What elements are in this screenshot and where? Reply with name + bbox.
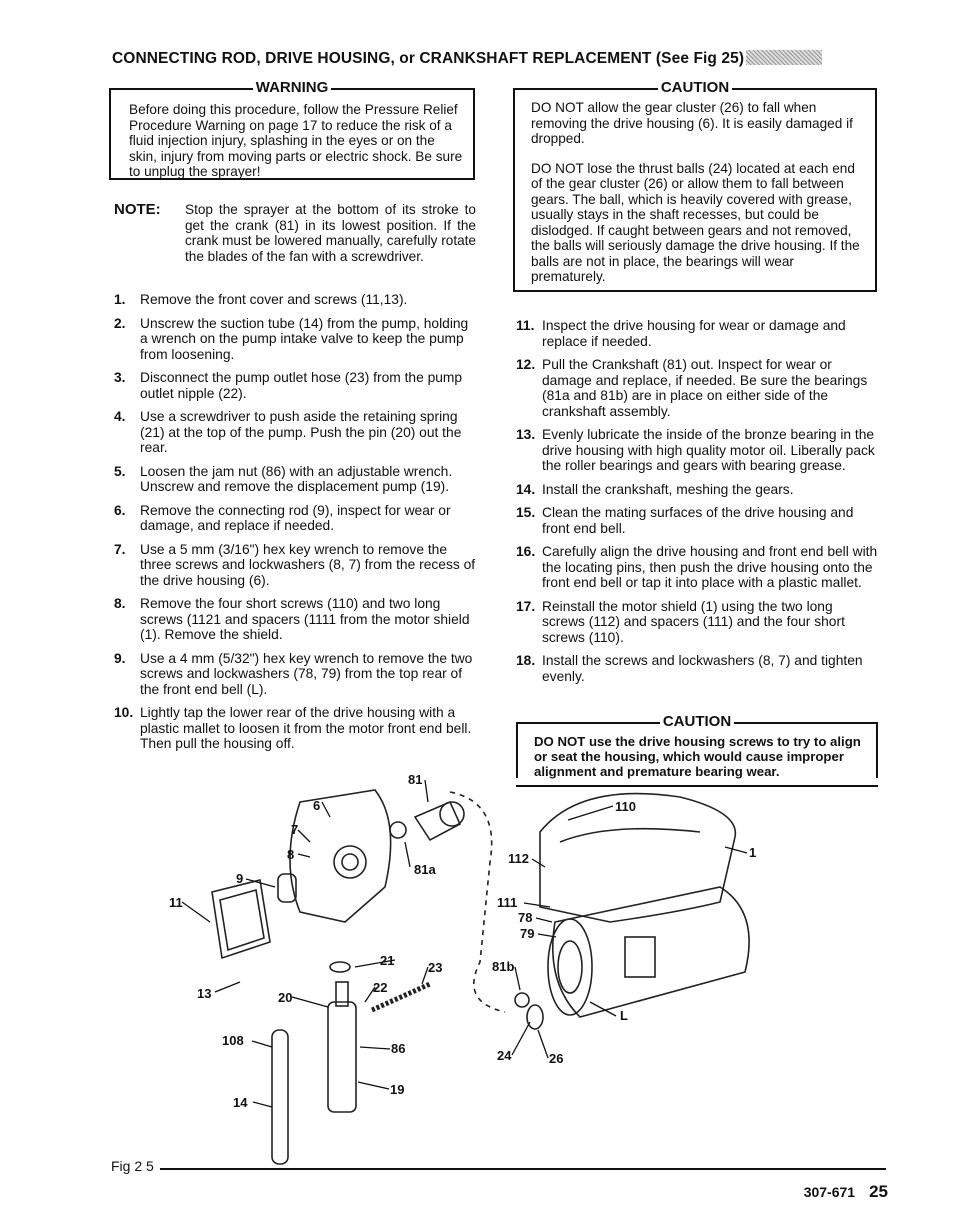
callout-112: 112 <box>508 851 529 866</box>
callout-6: 6 <box>313 798 321 813</box>
step-number: 14. <box>516 481 536 497</box>
steps-left-list <box>114 292 476 760</box>
step-text: Pull the Crankshaft (81) out. Inspect for wear or damage and replace, if needed. Be sure the bearings (81a and 81b) are in place on either side of the crankshaft assembly. <box>542 357 868 419</box>
step-text: Use a 4 mm (5/32") hex key wrench to remove the two screws and lockwashers (78, 79) from the top rear of the front end bell (L). <box>140 650 473 697</box>
step-text: Loosen the jam nut (86) with an adjustable wrench. Unscrew and remove the displacement pump (19). <box>140 463 453 494</box>
caution-bottom-label-text: CAUTION <box>660 713 734 730</box>
callout-108: 108 <box>222 1033 244 1048</box>
step-number: 15. <box>516 505 536 520</box>
callout-81b: 81b <box>492 959 515 974</box>
suction-tube-shape <box>272 1030 288 1164</box>
bearing-81a <box>390 822 406 838</box>
callout-9: 9 <box>236 871 244 886</box>
displacement-pump-shape <box>328 1002 356 1112</box>
warning-label <box>111 79 473 97</box>
step-number: 5. <box>114 463 126 479</box>
step-text: Carefully align the drive housing and front end bell with the locating pins, then push the drive housing onto the front end bell or tap it into place with a plastic mallet. <box>542 544 878 590</box>
step-text: Inspect the drive housing for wear or damage and replace if needed. <box>542 318 846 349</box>
step-number: 9. <box>114 650 126 666</box>
figure-label: Fig 2 5 <box>111 1158 154 1174</box>
caution-top-p1: DO NOT allow the gear cluster (26) to fall when removing the drive housing (6). It is easily damaged if dropped. <box>531 100 853 146</box>
step-5 <box>114 464 476 495</box>
step-number: 12. <box>516 357 536 372</box>
callout-79: 79 <box>520 926 535 941</box>
step-12 <box>516 357 878 419</box>
step-17 <box>516 599 878 646</box>
step-number: 13. <box>516 427 536 442</box>
page-number: 25 <box>869 1182 888 1201</box>
step-2 <box>114 316 476 363</box>
step-text: Clean the mating surfaces of the drive housing and front end bell. <box>542 505 854 536</box>
callout-86: 86 <box>391 1041 406 1056</box>
caution-top-p2: DO NOT lose the thrust balls (24) located at each end of the gear cluster (26) or allow them to fall between gears. The ball, which is heavily covered with grease, usually stays in the shaft recesses, but could be dislodged. If caught between gears and not removed, the balls will seriously damage the drive housing. If the balls are not in place, the bearings will wear prematurely. <box>531 160 860 284</box>
step-3 <box>114 370 476 401</box>
callout-19: 19 <box>390 1082 405 1097</box>
step-text: Evenly lubricate the inside of the bronze bearing in the drive housing with high quality motor oil. Liberally pack the roller bearings and gears with bearing grease. <box>542 427 875 473</box>
callout-13: 13 <box>197 986 212 1001</box>
retaining-spring-shape <box>330 962 350 972</box>
step-number: 3. <box>114 370 126 385</box>
step-number: 17. <box>516 598 536 614</box>
steps-right-list <box>516 318 878 692</box>
page-title-text: CONNECTING ROD, DRIVE HOUSING, or CRANKSHAFT REPLACEMENT (See Fig 25) <box>112 50 745 67</box>
doc-number: 307-671 <box>803 1184 856 1200</box>
step-number: 6. <box>114 502 126 518</box>
step-number: 16. <box>516 544 536 559</box>
gear-cluster-shape <box>527 1005 543 1029</box>
caution-bottom-label <box>518 713 876 731</box>
step-text: Install the screws and lockwashers (8, 7) and tighten evenly. <box>542 653 863 684</box>
callout-111: 111 <box>497 895 518 910</box>
step-number: 11. <box>516 318 535 333</box>
step-number: 10. <box>114 705 134 720</box>
callout-14: 14 <box>233 1095 248 1110</box>
step-13 <box>516 427 878 474</box>
callout-20: 20 <box>278 990 293 1005</box>
step-text: Unscrew the suction tube (14) from the pump, holding a wrench on the pump intake valve to keep the pump from loosening. <box>140 315 469 362</box>
step-6 <box>114 503 476 534</box>
exploded-parts-diagram <box>160 762 880 1172</box>
callout-23: 23 <box>428 960 443 975</box>
title-hatch-decoration <box>746 50 822 65</box>
bearing-81b <box>515 993 529 1007</box>
step-10 <box>114 705 476 752</box>
step-text: Disconnect the pump outlet hose (23) from the pump outlet nipple (22). <box>140 370 463 401</box>
page-footer <box>804 1182 888 1202</box>
callout-7: 7 <box>291 822 299 837</box>
step-15 <box>516 505 878 536</box>
callout-21: 21 <box>380 953 395 968</box>
callout-26: 26 <box>549 1051 564 1066</box>
callout-110: 110 <box>615 799 636 814</box>
step-7 <box>114 542 476 589</box>
motor-shape <box>553 887 749 1017</box>
note-text: Stop the sprayer at the bottom of its stroke to get the crank (81) in its lowest position. If the crank must be lowered manually, carefully rotate the blades of the fan with a screwdriver. <box>185 202 476 264</box>
note-block <box>114 202 476 264</box>
step-9 <box>114 651 476 698</box>
note-label: NOTE: <box>114 201 161 218</box>
step-18 <box>516 653 878 684</box>
callout-11: 11 <box>169 895 183 910</box>
step-text: Remove the connecting rod (9), inspect for wear or damage, and replace if needed. <box>140 502 451 533</box>
warning-box <box>109 79 475 180</box>
caution-bottom-text: DO NOT use the drive housing screws to try to align or seat the housing, which would cause improper alignment and premature bearing wear. <box>534 734 861 779</box>
step-text: Use a 5 mm (3/16") hex key wrench to remove the three screws and lockwashers (8, 7) from the recess of the drive housing (6). <box>140 541 476 588</box>
caution-top-label <box>515 79 875 97</box>
callout-22: 22 <box>373 980 388 995</box>
housing-bore <box>334 846 366 878</box>
motor-shield-shape <box>540 794 735 922</box>
callout-78: 78 <box>518 910 533 925</box>
step-text: Lightly tap the lower rear of the drive housing with a plastic mallet to loosen it from the motor front end bell. Then pull the housing off. <box>140 705 472 751</box>
step-11 <box>516 318 878 349</box>
callout-81: 81 <box>408 772 423 787</box>
step-text: Install the crankshaft, meshing the gears. <box>542 481 794 497</box>
warning-label-text: WARNING <box>253 79 332 96</box>
footer-rule <box>160 1168 886 1170</box>
step-4 <box>114 409 476 456</box>
crankshaft-shape <box>415 802 460 840</box>
callout-24: 24 <box>497 1048 512 1063</box>
step-number: 18. <box>516 653 536 668</box>
step-text: Reinstall the motor shield (1) using the two long screws (112) and spacers (111) and the four short screws (110). <box>542 598 845 645</box>
step-number: 2. <box>114 315 126 331</box>
callout-81a: 81a <box>414 862 436 877</box>
step-text: Use a screwdriver to push aside the retaining spring (21) at the top of the pump. Push the pin (20) out the rear. <box>140 409 462 455</box>
step-text: Remove the four short screws (110) and two long screws (1121 and spacers (1111 from the motor shield (1). Remove the shield. <box>140 596 470 642</box>
step-number: 8. <box>114 596 126 611</box>
step-8 <box>114 596 476 643</box>
step-number: 4. <box>114 409 126 424</box>
caution-box-top <box>513 79 877 292</box>
warning-text: Before doing this procedure, follow the Pressure Relief Procedure Warning on page 17 to reduce the risk of a fluid injection injury, splashing in the eyes or on the skin, injury from moving parts or electric shock. Be sure to unplug the sprayer! <box>129 102 463 179</box>
callout-L: L <box>620 1008 628 1023</box>
step-1 <box>114 292 476 308</box>
page-title <box>112 50 888 68</box>
callout-1: 1 <box>749 845 757 860</box>
step-text: Remove the front cover and screws (11,13). <box>140 292 408 307</box>
front-end-bell <box>558 941 582 993</box>
step-14 <box>516 482 878 498</box>
step-number: 1. <box>114 292 126 307</box>
callout-8: 8 <box>287 847 295 862</box>
caution-top-label-text: CAUTION <box>658 79 732 96</box>
step-number: 7. <box>114 541 126 557</box>
step-16 <box>516 544 878 591</box>
